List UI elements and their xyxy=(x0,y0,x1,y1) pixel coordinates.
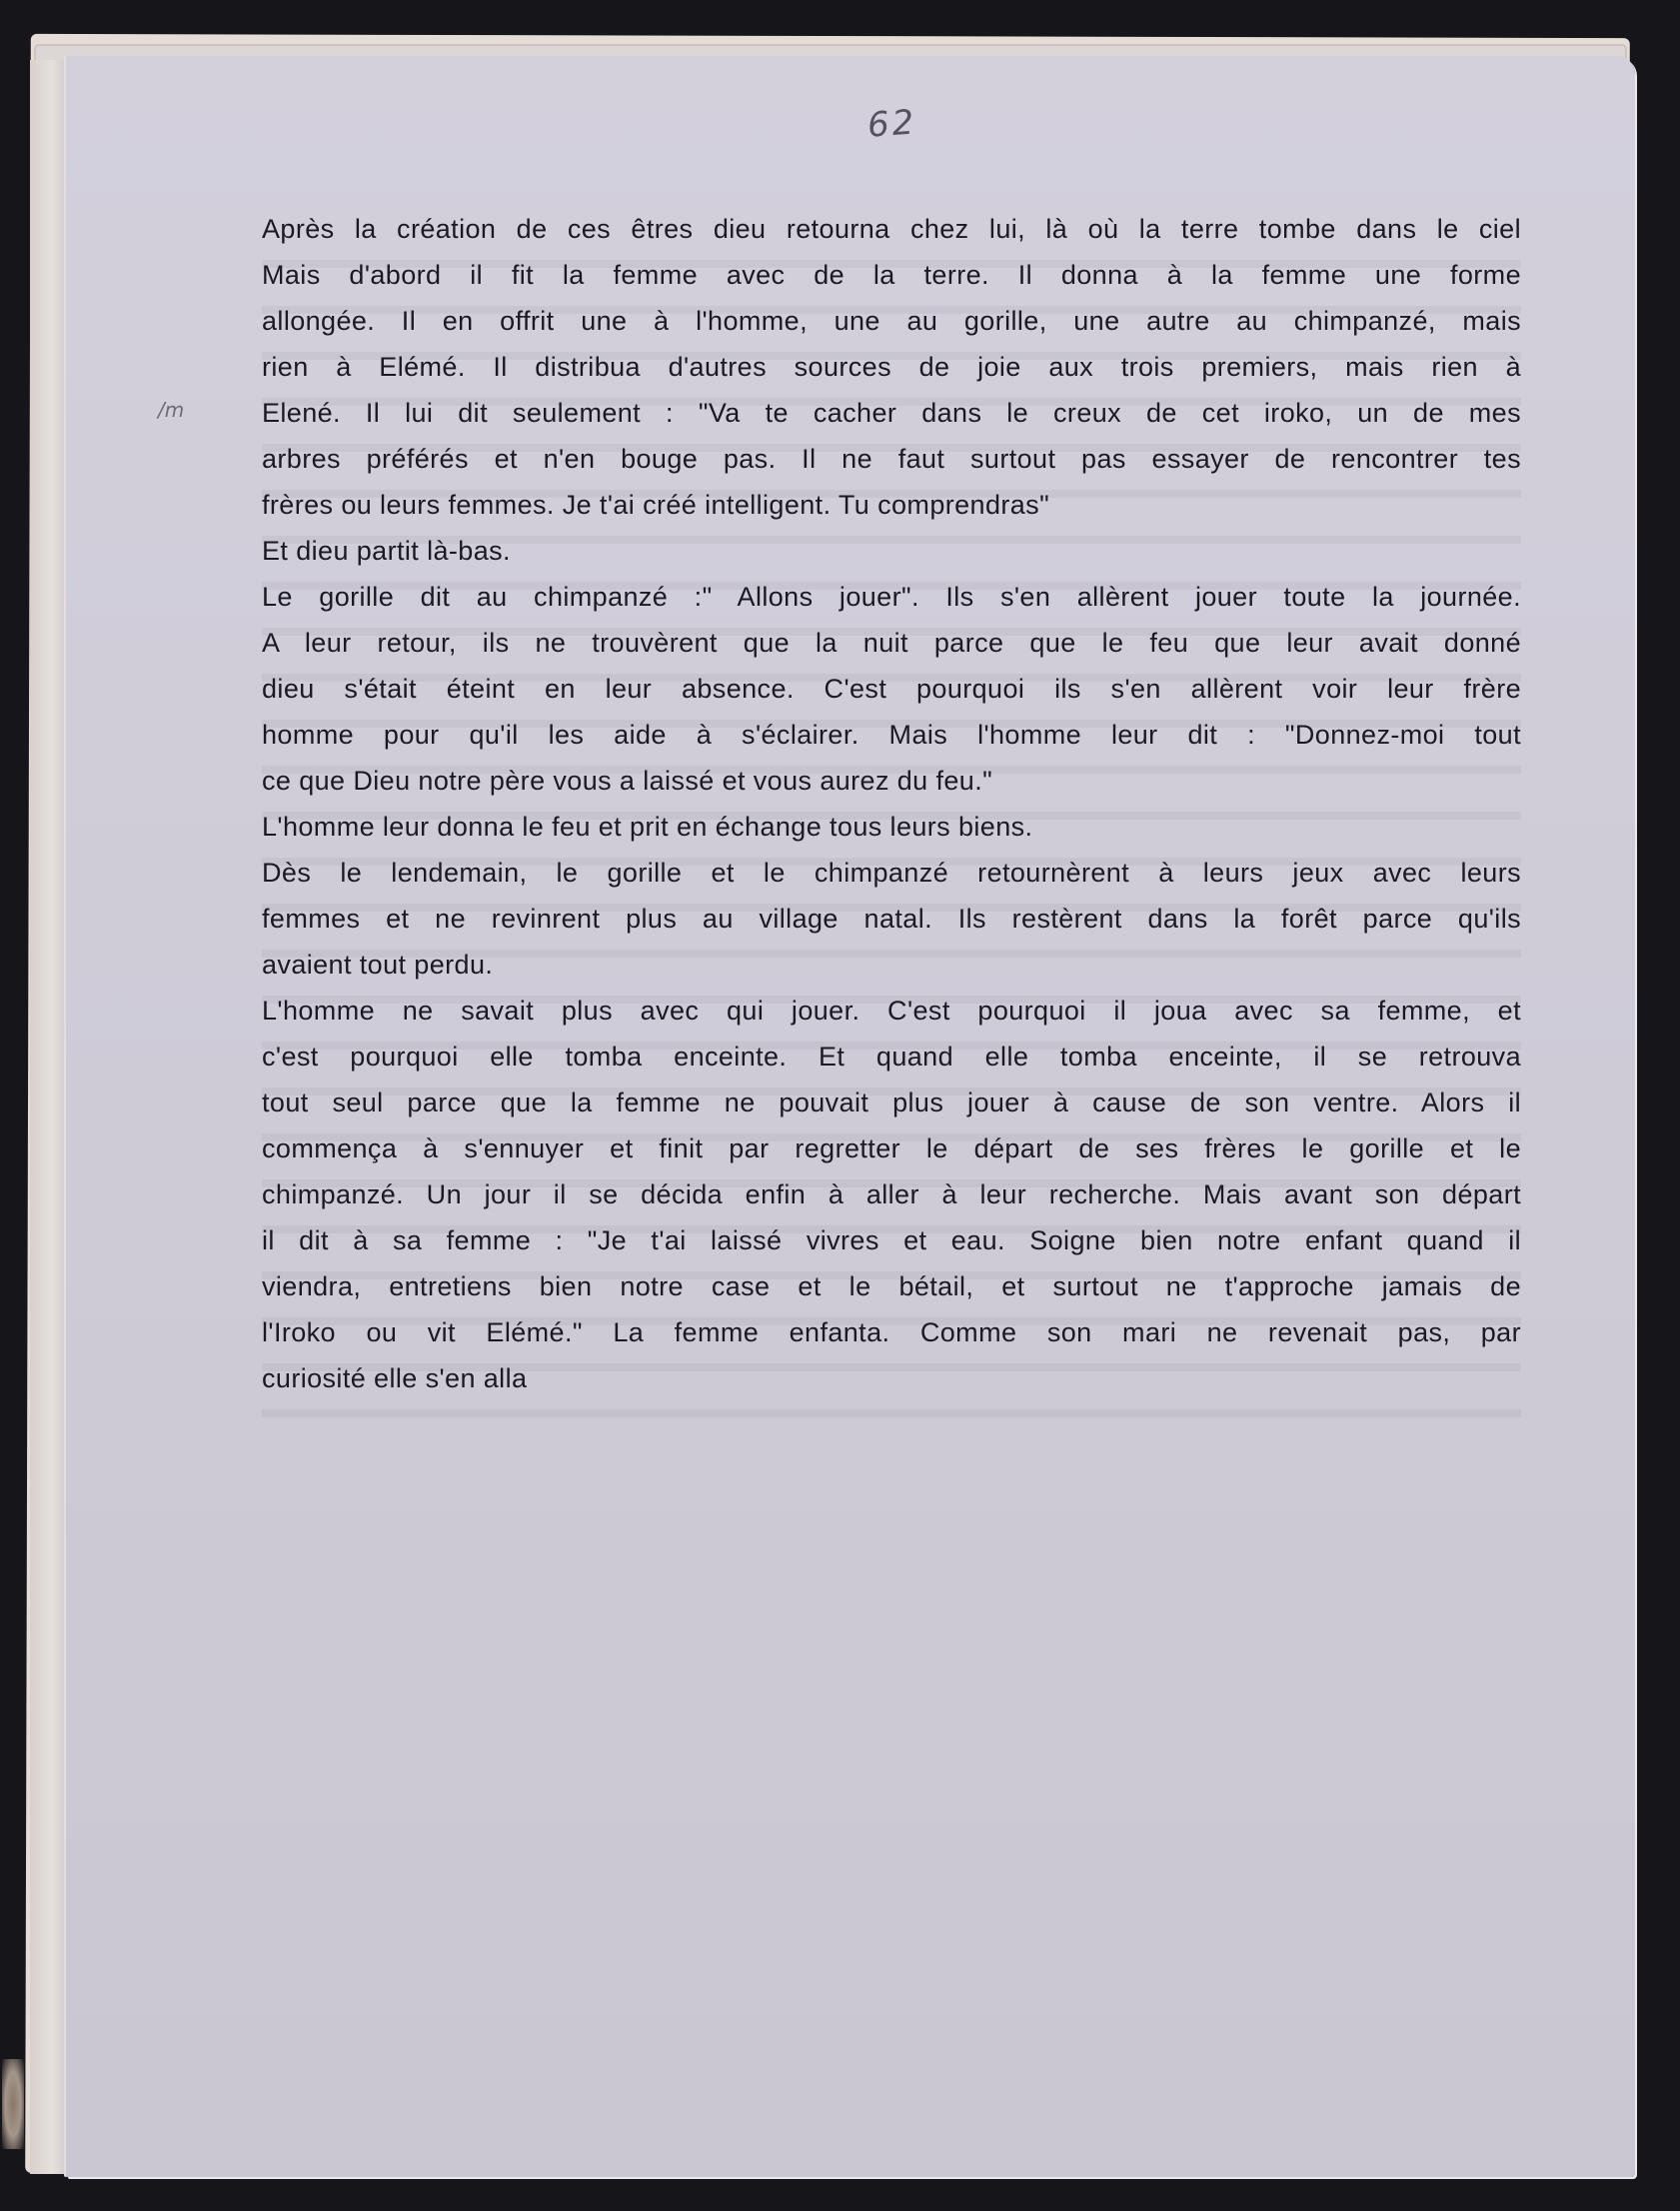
text-line: viendra, entretiens bien notre case et le bétail, et surtout ne t'approche jamais de xyxy=(262,1271,1521,1301)
text-line: curiosité elle s'en alla xyxy=(262,1363,528,1393)
text-line: homme pour qu'il les aide à s'éclairer. Mais l'homme leur dit : "Donnez-moi tout xyxy=(262,720,1521,750)
text-line: c'est pourquoi elle tomba enceinte. Et quand elle tomba enceinte, il se retrouva xyxy=(262,1042,1521,1072)
text-line: L'homme leur donna le feu et prit en échange tous leurs biens. xyxy=(262,812,1033,842)
text-line: A leur retour, ils ne trouvèrent que la nuit parce que le feu que leur avait donné xyxy=(262,628,1521,658)
text-line: il dit à sa femme : "Je t'ai laissé vivres et eau. Soigne bien notre enfant quand il xyxy=(262,1225,1521,1255)
text-line: tout seul parce que la femme ne pouvait plus jouer à cause de son ventre. Alors il xyxy=(262,1088,1521,1117)
text-line: dieu s'était éteint en leur absence. C'est pourquoi ils s'en allèrent voir leur frère xyxy=(262,674,1521,704)
handwritten-page-number: 62 xyxy=(865,102,918,146)
text-line: allongée. Il en offrit une à l'homme, une au gorille, une autre au chimpanzé, mais xyxy=(262,306,1521,336)
text-line: L'homme ne savait plus avec qui jouer. C'est pourquoi il joua avec sa femme, et xyxy=(262,996,1521,1026)
text-line: Après la création de ces êtres dieu retourna chez lui, là où la terre tombe dans le ciel xyxy=(262,214,1521,244)
text-line: Mais d'abord il fit la femme avec de la terre. Il donna à la femme une forme xyxy=(262,260,1521,290)
text-line: Et dieu partit là-bas. xyxy=(262,536,511,566)
paper-stack-edge xyxy=(30,60,66,2174)
text-line: avaient tout perdu. xyxy=(262,950,494,980)
text-line: ce que Dieu notre père vous a laissé et vous aurez du feu." xyxy=(262,766,993,796)
handwritten-margin-note: /m xyxy=(158,398,185,422)
text-line: Dès le lendemain, le gorille et le chimpanzé retournèrent à leurs jeux avec leurs xyxy=(262,858,1521,888)
text-line: commença à s'ennuyer et finit par regretter le départ de ses frères le gorille et le xyxy=(262,1133,1521,1163)
text-line: Elené. Il lui dit seulement : "Va te cacher dans le creux de cet iroko, un de mes xyxy=(262,398,1521,428)
text-line: chimpanzé. Un jour il se décida enfin à aller à leur recherche. Mais avant son départ xyxy=(262,1179,1521,1209)
paper-stain xyxy=(2,2059,24,2149)
text-line: femmes et ne revinrent plus au village natal. Ils restèrent dans la forêt parce qu'ils xyxy=(262,904,1521,934)
text-line: rien à Elémé. Il distribua d'autres sources de joie aux trois premiers, mais rien à xyxy=(262,352,1521,382)
typewritten-body-text xyxy=(262,206,1521,1401)
text-line: arbres préférés et n'en bouge pas. Il ne faut surtout pas essayer de rencontrer tes xyxy=(262,444,1521,474)
text-line: frères ou leurs femmes. Je t'ai créé intelligent. Tu comprendras" xyxy=(262,490,1050,520)
text-line: Le gorille dit au chimpanzé :" Allons jouer". Ils s'en allèrent jouer toute la journée. xyxy=(262,582,1521,612)
text-line: l'Iroko ou vit Elémé." La femme enfanta. Comme son mari ne revenait pas, par xyxy=(262,1317,1521,1347)
